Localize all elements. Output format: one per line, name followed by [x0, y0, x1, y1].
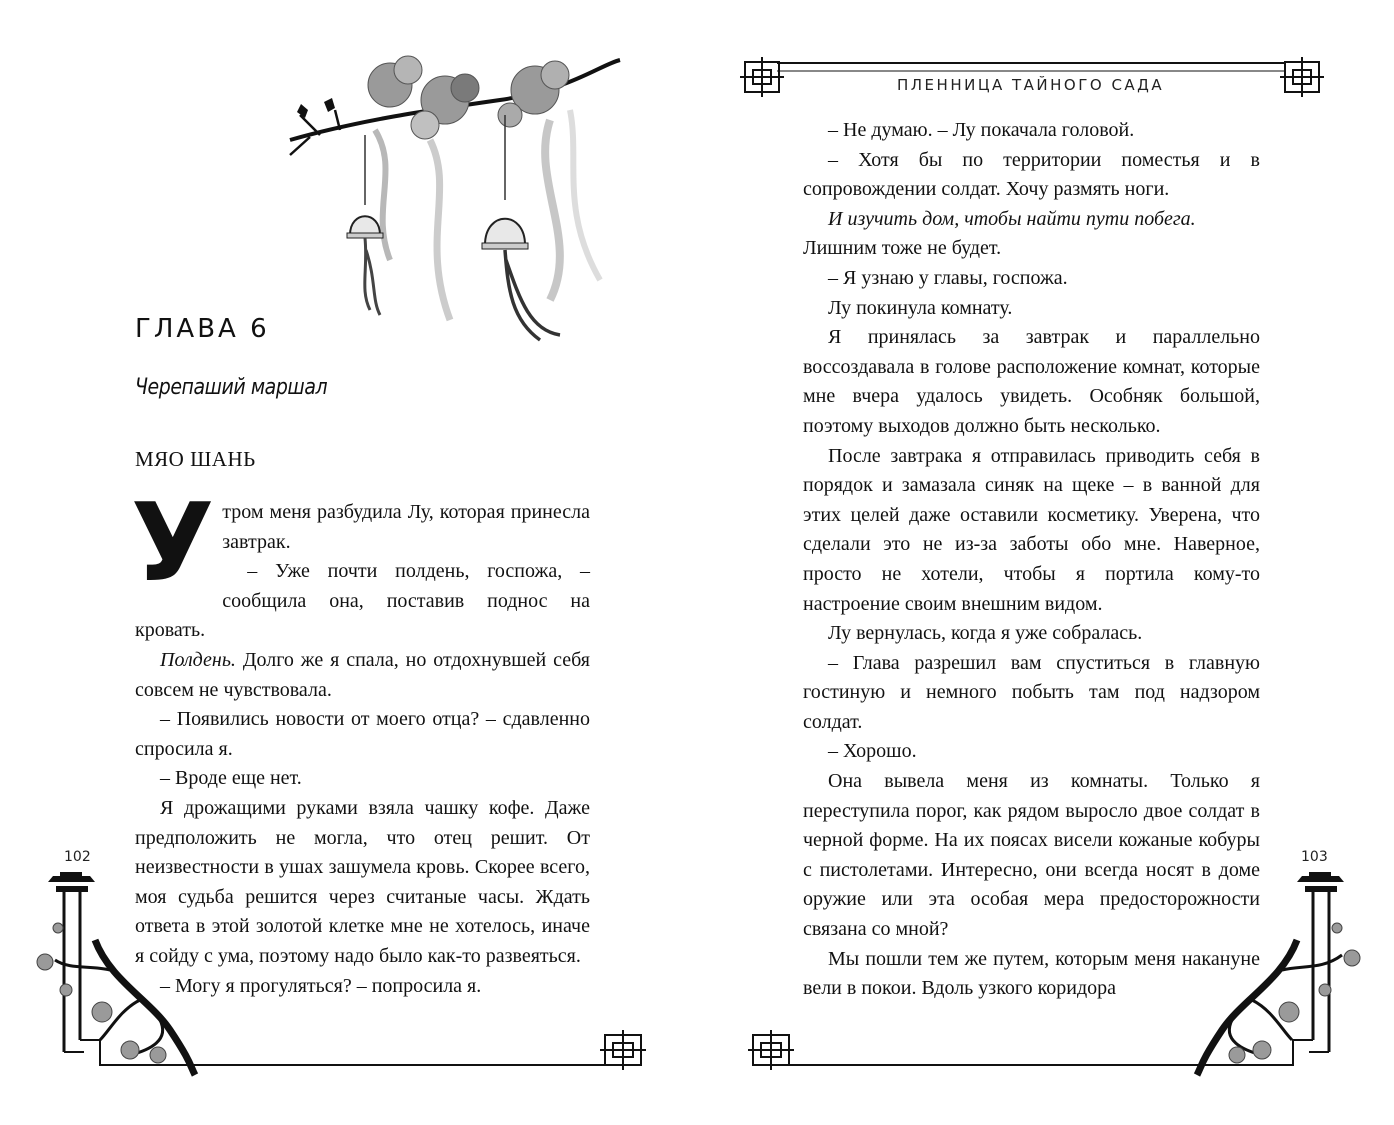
drop-cap: У	[131, 481, 215, 606]
page-number: 103	[1301, 849, 1328, 865]
chapter-heading: ГЛАВА 6	[135, 314, 270, 344]
lattice-knot-ornament	[740, 57, 784, 97]
paragraph: – Уже почти полдень, госпожа, – сообщила она, поставив поднос на кровать.	[135, 560, 590, 642]
paragraph: – Глава разрешил вам спуститься в главную гостиную и немного побыть там под надзором солдат.	[803, 651, 1260, 733]
paragraph: – Хотя бы по территории поместья и в сопровождении солдат. Хочу размять ноги.	[803, 148, 1260, 201]
paragraph: Утром меня разбудила Лу, которая принесла завтрак.	[131, 481, 590, 606]
lattice-knot-ornament	[1280, 57, 1324, 97]
paragraph: – Появились новости от моего отца? – сдавленно спросила я.	[135, 708, 590, 760]
chapter-title: Черепаший маршал	[135, 375, 328, 400]
italic-thought: И изучить дом, чтобы найти пути побега.	[828, 207, 1196, 230]
paragraph: Она вывела меня из комнаты. Только я переступила порог, как рядом выросло двое солдат в черной форме. На их поясах висели кожаные кобуры с пистолетами. Интересно, они всегда носят в доме оружие или эта особая мера предосторожности связана со мной?	[803, 770, 1260, 941]
narrator-name: МЯО ШАНЬ	[135, 447, 256, 471]
paragraph: – Хорошо.	[828, 740, 917, 763]
paragraph: Полдень. Долго же я спала, но отдохнувшей себя совсем не чувствовала.	[135, 648, 591, 701]
paragraph: Лишним тоже не будет.	[803, 237, 1002, 260]
right-body-text	[803, 116, 1260, 1004]
right-page	[697, 0, 1394, 1125]
paragraph: – Я узнаю у главы, госпожа.	[828, 266, 1068, 289]
paragraph: Мы пошли тем же путем, которым меня накануне вели в покои. Вдоль узкого коридора	[803, 947, 1260, 1000]
paragraph: Лу вернулась, когда я уже собралась.	[828, 622, 1143, 645]
paragraph: – Не думаю. – Лу покачала головой.	[828, 119, 1135, 141]
paragraph: – Могу я прогуляться? – попросила я.	[160, 974, 482, 997]
paragraph: После завтрака я отправилась приводить себя в порядок и замазала синяк на щеке – в ванной для этих целей даже оставили косметику. Уверена, что сделали это не из-за заботы обо мне. Наверное, просто не хотели, чтобы я портила кому-то настроение своим внешним видом.	[803, 444, 1260, 615]
paragraph: – Вроде еще нет.	[160, 767, 302, 790]
lattice-knot-ornament	[600, 1030, 646, 1070]
paragraph: Я принялась за завтрак и параллельно воссоздавала в голове расположение комнат, которые мне вчера удалось увидеть. Особняк большой, поэтому выходов должно быть несколько.	[803, 326, 1260, 437]
cherry-blossom-branch	[37, 923, 195, 1075]
paragraph: Я дрожащими руками взяла чашку кофе. Даже предположить не могла, что отец решит. От неизвестности в ушах зашумела кровь. Скорее всего, моя судьба решится через считаные часы. Ждать ответа в этой золотой клетке мне не хотелось, иначе я сойду с ума, поэтому надо было как-то развеяться.	[135, 796, 590, 967]
paragraph	[803, 205, 1260, 235]
paragraph: Лу покинула комнату.	[828, 296, 1013, 319]
lattice-knot-ornament	[748, 1030, 794, 1070]
running-head: ПЛЕННИЦА ТАЙНОГО САДА	[897, 76, 1165, 94]
page-number: 102	[64, 849, 91, 865]
italic-lead: Полдень.	[160, 648, 236, 671]
